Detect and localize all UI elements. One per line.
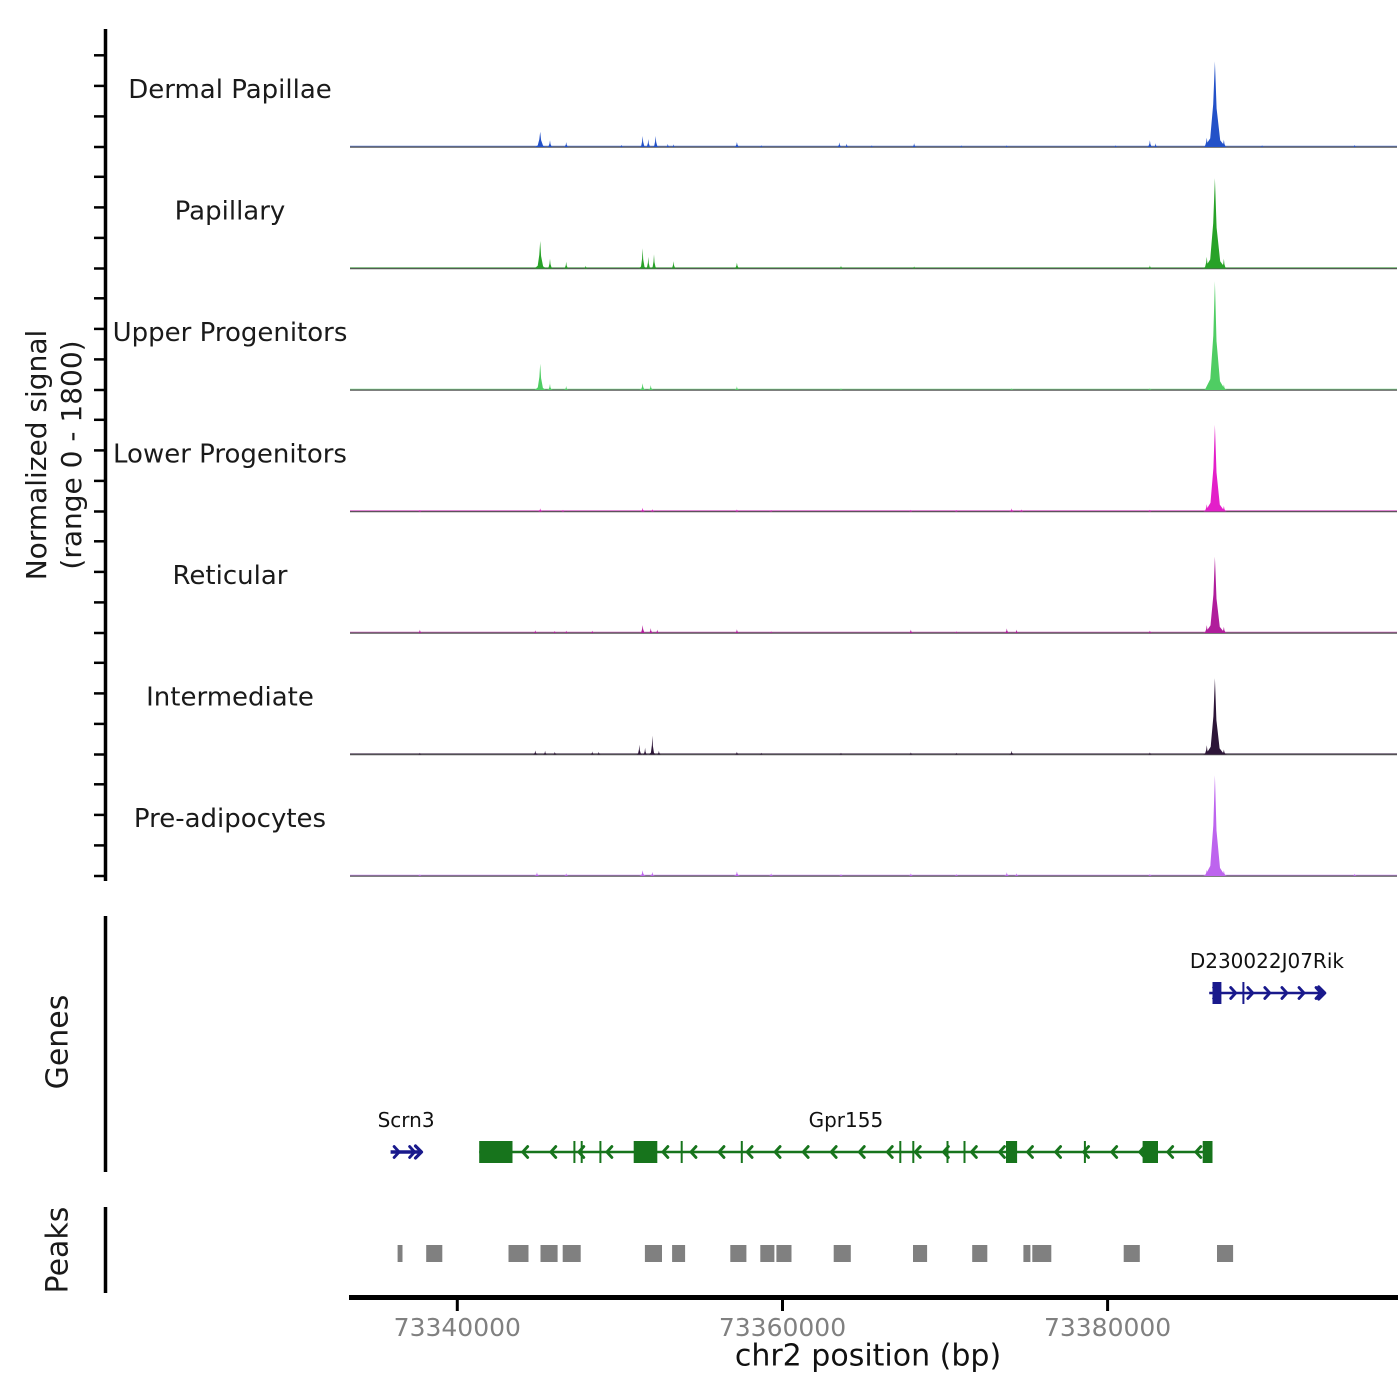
signal-peak	[535, 364, 546, 390]
x-axis-tick-label: 73340000	[393, 1313, 521, 1342]
gene-exon-thin	[964, 1141, 966, 1163]
peak-interval	[426, 1245, 442, 1262]
track-label-reticular: Reticular	[172, 561, 288, 591]
x-axis-tick-label: 73380000	[1043, 1313, 1172, 1342]
gene-exon	[1213, 982, 1222, 1004]
signal-peak	[637, 745, 643, 755]
gene-exon	[1006, 1141, 1017, 1163]
signal-peak	[639, 136, 646, 147]
peak-interval	[1023, 1245, 1030, 1262]
peak-interval	[760, 1245, 774, 1262]
gene-exon-thin	[947, 1141, 949, 1163]
gene-exon	[634, 1141, 658, 1163]
signal-track-reticular	[94, 541, 1397, 633]
track-label-dermal-papillae: Dermal Papillae	[128, 75, 332, 105]
signal-track-pre-adipocytes	[94, 775, 1397, 876]
gene-exon-thin	[741, 1141, 743, 1163]
peak-interval	[1217, 1245, 1233, 1262]
x-axis-title: chr2 position (bp)	[734, 1338, 1002, 1374]
gene-exon-thin	[1242, 982, 1244, 1004]
gene-exon-thin	[573, 1141, 575, 1163]
signal-peak	[1204, 178, 1225, 268]
peak-interval	[645, 1245, 662, 1262]
signal-peak	[652, 136, 659, 147]
signal-peak	[646, 257, 652, 269]
signal-peak	[1205, 775, 1225, 876]
peak-interval	[672, 1245, 685, 1262]
signal-peak	[651, 254, 658, 268]
signal-track-papillary	[94, 177, 1397, 269]
signal-peak	[1204, 61, 1225, 147]
y-axis-label-line1: Normalized signal	[20, 329, 53, 581]
signal-track-intermediate	[94, 663, 1397, 755]
peak-interval	[776, 1245, 791, 1262]
peak-interval	[913, 1245, 927, 1262]
signal-track-upper-progenitors	[94, 281, 1397, 390]
gene-exon-thin	[1084, 1141, 1086, 1163]
track-label-upper-progenitors: Upper Progenitors	[112, 318, 348, 348]
gene-model-scrn3	[378, 1108, 435, 1158]
y-axis-label-line2: (range 0 - 1800)	[55, 340, 88, 570]
peak-interval	[541, 1245, 558, 1262]
peak-interval	[1032, 1245, 1051, 1262]
x-axis-tick-label: 73360000	[718, 1313, 847, 1342]
signal-peak	[1205, 557, 1225, 633]
signal-peak	[649, 736, 656, 755]
signal-peak	[535, 241, 546, 269]
gene-exon	[1143, 1141, 1158, 1163]
peaks-track	[398, 1245, 1234, 1262]
gene-exon	[479, 1141, 512, 1163]
x-axis-line	[349, 1295, 1398, 1300]
gene-exon-thin	[912, 1141, 914, 1163]
signal-peak	[535, 132, 546, 147]
signal-track-lower-progenitors	[94, 420, 1397, 512]
signal-peak	[639, 248, 646, 268]
gene-label-d230022j07rik: D230022J07Rik	[1189, 949, 1344, 973]
x-axis	[349, 1295, 1398, 1342]
track-label-intermediate: Intermediate	[146, 682, 314, 713]
gene-model-gpr155	[479, 1108, 1212, 1163]
peak-interval	[398, 1245, 403, 1262]
peak-interval	[563, 1245, 581, 1262]
track-label-lower-progenitors: Lower Progenitors	[113, 439, 347, 470]
gene-exon-thin	[581, 1141, 583, 1163]
signal-peak	[547, 259, 554, 269]
track-label-papillary: Papillary	[174, 196, 286, 227]
signal-peak	[1206, 678, 1225, 754]
peak-interval	[509, 1245, 529, 1262]
gene-exon	[1203, 1141, 1213, 1163]
gene-model-d230022j07rik	[1190, 949, 1345, 1004]
peak-interval	[972, 1245, 987, 1262]
peak-interval	[834, 1245, 851, 1262]
genes-section-label: Genes	[40, 994, 76, 1090]
signal-peak	[1205, 281, 1225, 390]
gene-label-scrn3: Scrn3	[377, 1108, 435, 1132]
peak-interval	[730, 1245, 746, 1262]
gene-label-gpr155: Gpr155	[808, 1108, 884, 1132]
track-label-pre-adipocytes: Pre-adipocytes	[133, 804, 327, 834]
y-axis-label	[19, 330, 89, 581]
gene-exon-thin	[899, 1141, 901, 1163]
gene-exon-thin	[599, 1141, 601, 1163]
signal-peak	[1205, 425, 1225, 512]
peak-interval	[1124, 1245, 1140, 1262]
gene-exon-thin	[681, 1141, 683, 1163]
peaks-section-label: Peaks	[40, 1206, 76, 1294]
signal-track-dermal-papillae	[94, 55, 1397, 147]
